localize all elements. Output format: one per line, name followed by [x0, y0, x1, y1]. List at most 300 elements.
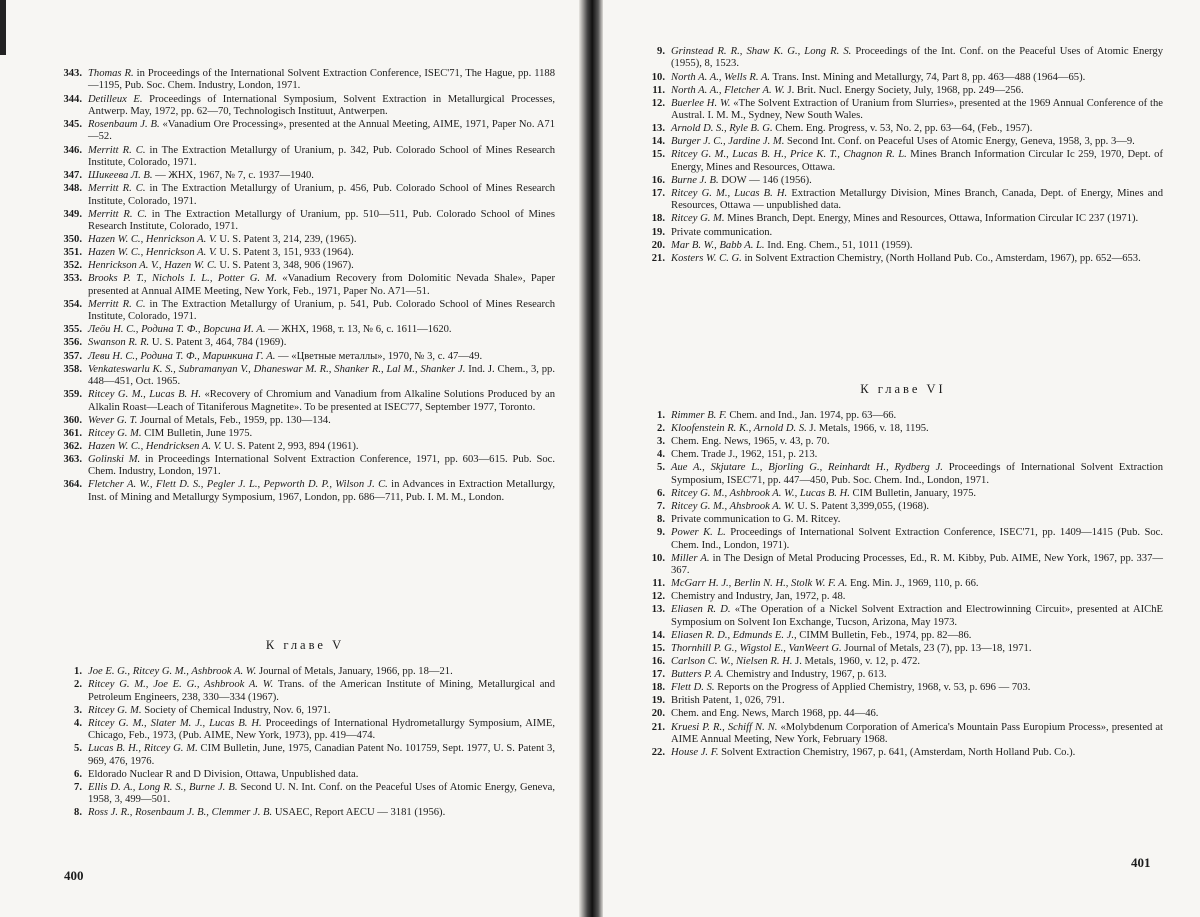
reference-number: 12. — [651, 591, 665, 603]
reference-authors: Grinstead R. R., Shaw K. G., Long R. S. — [671, 46, 852, 57]
reference-number: 16. — [651, 174, 665, 186]
reference-citation: CIM Bulletin, June 1975. — [141, 427, 253, 439]
reference-authors: Thornhill P. G., Wigstol E., VanWeert G. — [671, 642, 842, 654]
reference-text — [671, 643, 1163, 655]
reference-number: 362. — [63, 440, 82, 452]
reference-citation: CIM Bulletin, June, 1975, Canadian Patent No. 101759, Sept. 1977, U. S. Patent 3, 969, 476, 1976. — [88, 743, 555, 767]
reference-entry — [643, 449, 1163, 461]
reference-entry — [60, 324, 555, 336]
reference-authors: Arnold D. S., Ryle B. G. — [671, 123, 773, 135]
reference-entry — [60, 234, 555, 246]
reference-citation: Second Int. Conf. on Peaceful Uses of Atomic Energy, Geneva, 1958, 3, pp. 3—9. — [784, 136, 1135, 148]
reference-text — [671, 227, 1163, 239]
reference-number: 346. — [63, 144, 82, 156]
reference-text — [88, 415, 555, 427]
reference-authors: Henrickson A. V., Hazen W. C. — [88, 260, 217, 272]
reference-number: 10. — [651, 71, 665, 83]
reference-entry — [643, 85, 1163, 97]
reference-number: 5. — [74, 743, 82, 755]
reference-text — [88, 119, 555, 144]
reference-citation: British Patent, 1, 026, 791. — [671, 695, 785, 707]
reference-citation: «Recovery of Chromium and Vanadium from Alkaline Solutions Produced by an Alkalin Roast—Leach of Titaniferous Magnetite». To be presented at ISEC'77, September 1977, Toronto. — [88, 389, 555, 413]
reference-entry — [60, 364, 555, 389]
reference-text — [88, 94, 555, 119]
reference-number: 21. — [651, 721, 665, 733]
reference-text — [88, 183, 555, 208]
reference-number: 358. — [63, 363, 82, 375]
reference-entry — [60, 807, 555, 819]
reference-citation: in Advances in Extraction Metallurgy, Inst. of Mining and Metallurgy Symposium, 1967, London, pp. 686—711, Pub. I. M. M., London. — [88, 479, 556, 503]
reference-citation: U. S. Patent 3,399,055, (1968). — [794, 500, 930, 512]
reference-entry — [60, 428, 555, 440]
reference-text — [671, 527, 1163, 552]
reference-citation: DOW — 146 (1956). — [718, 174, 812, 186]
reference-citation: USAEC, Report AECU — 3181 (1956). — [272, 807, 446, 819]
reference-entry — [60, 718, 555, 743]
reference-authors: Aue A., Skjutare L., Bjorling G., Reinhardt H., Rydberg J. — [671, 462, 943, 474]
reference-text — [671, 410, 1163, 422]
reference-citation: Proceedings of International Solvent Extraction Conference, ISEC'71, pp. 1409—1415 (Pub. Soc. Chem. Ind., London, 1971). — [671, 527, 1164, 551]
reference-number: 357. — [63, 350, 82, 362]
reference-entry — [60, 273, 555, 298]
reference-text — [88, 389, 555, 414]
reference-authors: Rosenbaum J. B. — [88, 119, 160, 130]
reference-citation: Journal of Metals, 23 (7), pp. 13—18, 1971. — [841, 642, 1032, 654]
reference-authors: Hazen W. C., Henrickson A. V. — [88, 247, 217, 259]
reference-authors: Ritcey G. M., Ashbrook A. W., Lucas B. H. — [671, 487, 850, 499]
reference-entry — [643, 123, 1163, 135]
reference-entry — [60, 479, 555, 504]
reference-number: 18. — [651, 682, 665, 694]
reference-authors: Thomas R. — [88, 68, 134, 79]
reference-entry — [60, 183, 555, 208]
reference-number: 9. — [657, 527, 665, 539]
reference-number: 19. — [651, 695, 665, 707]
reference-authors: Burne J. B. — [671, 174, 719, 186]
reference-citation: Private communication to G. M. Ritcey. — [671, 514, 841, 526]
reference-citation: in The Design of Metal Producing Processes, Ed., R. M. Kibby, Pub. AIME, New York, 1967, pp. 337—367. — [671, 552, 1163, 577]
reference-text — [671, 630, 1163, 642]
reference-authors: Detilleux E. — [88, 93, 143, 105]
reference-text — [671, 695, 1163, 707]
reference-citation: Second U. N. Int. Conf. on the Peaceful Uses of Atomic Energy, Geneva, 1958, 3, 499—501. — [88, 781, 555, 806]
reference-number: 21. — [651, 252, 665, 264]
reference-number: 11. — [652, 578, 665, 590]
reference-authors: Power K. L. — [671, 527, 726, 539]
reference-text — [671, 72, 1163, 84]
reference-number: 8. — [657, 514, 665, 526]
reference-citation: Proceedings of the Int. Conf. on the Peaceful Uses of Atomic Energy (1955), 8, 1523. — [671, 46, 1163, 70]
reference-citation: CIMM Bulletin, Feb., 1974, pp. 82—86. — [796, 629, 972, 641]
reference-number: 353. — [63, 273, 82, 285]
reference-citation: U. S. Patent 3, 464, 784 (1969). — [149, 337, 287, 349]
reference-entry — [60, 769, 555, 781]
reference-authors: Леöи Н. С., Родина Т. Ф., Ворсина И. А. — [88, 324, 266, 336]
reference-text — [88, 145, 555, 170]
reference-number: 348. — [63, 183, 82, 195]
reference-text — [671, 591, 1163, 603]
reference-text — [671, 123, 1163, 135]
reference-text — [88, 705, 555, 717]
reference-citation: U. S. Patent 2, 993, 894 (1961). — [221, 440, 359, 452]
reference-citation: Chemistry and Industry, Jan, 1972, p. 48. — [671, 591, 846, 603]
reference-number: 8. — [74, 807, 82, 819]
reference-number: 17. — [651, 187, 665, 199]
reference-entry — [643, 213, 1163, 225]
page-number-right: 401 — [1131, 855, 1151, 870]
reference-entry — [60, 170, 555, 182]
book-spine-shadow — [579, 0, 603, 917]
reference-entry — [643, 656, 1163, 668]
reference-entry — [643, 46, 1163, 71]
reference-text — [88, 337, 555, 349]
reference-text — [671, 462, 1163, 487]
reference-text — [88, 807, 555, 819]
reference-authors: Lucas B. H., Ritcey G. M. — [88, 743, 198, 755]
reference-entry — [60, 441, 555, 453]
reference-number: 12. — [651, 97, 665, 109]
reference-entry — [60, 679, 555, 704]
reference-text — [88, 743, 555, 768]
reference-text — [88, 479, 555, 504]
reference-authors: Kruesi P. R., Schiff N. N. — [671, 721, 778, 733]
reference-number: 1. — [74, 666, 82, 677]
reference-entry — [643, 527, 1163, 552]
reference-number: 356. — [63, 337, 82, 349]
reference-number: 363. — [63, 453, 82, 465]
reference-citation: U. S. Patent 3, 151, 933 (1964). — [216, 247, 354, 259]
reference-citation: Trans. Inst. Mining and Metallurgy, 74, Part 8, pp. 463—488 (1964—65). — [770, 71, 1086, 83]
reference-authors: Eliasen R. D. — [671, 604, 731, 616]
reference-text — [88, 68, 555, 93]
reference-text — [671, 175, 1163, 187]
reference-text — [88, 364, 555, 389]
reference-entry — [643, 436, 1163, 448]
reference-entry — [643, 253, 1163, 265]
reference-authors: Ritcey G. M., Joe E. G., Ashbrook A. W. — [88, 679, 274, 691]
reference-entry — [643, 695, 1163, 707]
reference-citation: Chem. Eng. Progress, v. 53, No. 2, pp. 63—64, (Feb., 1957). — [772, 123, 1033, 135]
reference-citation: Proceedings of International Hydrometallurgy Symposium, AIME, Chicago, Feb., 1973, (Pub. AIME, New York, 1973), pp. 419—474. — [88, 717, 556, 742]
reference-citation: CIM Bulletin, January, 1975. — [849, 487, 977, 499]
reference-number: 344. — [63, 93, 82, 105]
reference-text — [671, 708, 1163, 720]
reference-authors: Ellis D. A., Long R. S., Burne J. B. — [88, 781, 238, 793]
reference-citation: «The Solvent Extraction of Uranium from Slurries», presented at the 1969 Annual Conference of the Austral. I. M. M., Sydney, New South Wales. — [671, 97, 1163, 122]
reference-entry — [60, 351, 555, 363]
reference-entry — [643, 188, 1163, 213]
reference-citation: in Proceedings of the International Solvent Extraction Conference, ISEC'71, The Hague, pp. 1188—1195, Pub. Soc. Chem. Industry, London, 1971. — [88, 68, 555, 92]
reference-citation: U. S. Patent 3, 348, 906 (1967). — [216, 260, 354, 272]
reference-citation: U. S. Patent 3, 214, 239, (1965). — [216, 234, 357, 246]
reference-entry — [643, 747, 1163, 759]
reference-entry — [643, 514, 1163, 526]
reference-citation: Proceedings of International Symposium, Solvent Extraction in Metallurgical Processes, Antwerp. May, 1972, pp. 62—70, Technologisch Instituut, Antwerpen. — [88, 93, 555, 117]
reference-text — [671, 423, 1163, 435]
reference-authors: Ritcey G. M., Lucas B. H., Price K. T., Chagnon R. L. — [671, 149, 907, 161]
reference-entry — [60, 68, 555, 93]
reference-text — [671, 85, 1163, 97]
reference-text — [671, 747, 1163, 759]
reference-citation: Solvent Extraction Chemistry, 1967, p. 641, (Amsterdam, North Holland Pub. Co.). — [718, 747, 1076, 758]
reference-authors: Ritcey G. M. — [88, 704, 142, 716]
reference-number: 343. — [63, 68, 82, 79]
reference-text — [671, 501, 1163, 513]
reference-number: 22. — [651, 747, 665, 758]
reference-number: 5. — [657, 462, 665, 474]
reference-entry — [60, 782, 555, 807]
reference-number: 351. — [63, 247, 82, 259]
reference-citation: «Vanadium Ore Processing», presented at the Annual Meeting, AIME, 1971, Paper No. A71—52. — [88, 119, 555, 143]
reference-authors: Eliasen R. D., Edmunds E. J., — [671, 629, 797, 641]
reference-citation: Eldorado Nuclear R and D Division, Ottawa, Unpublished data. — [88, 768, 359, 780]
reference-entry — [60, 119, 555, 144]
reference-authors: Swanson R. R. — [88, 337, 150, 349]
reference-citation: Private communication. — [671, 226, 773, 238]
reference-citation: J. Metals, 1966, v. 18, 1195. — [806, 423, 929, 435]
reference-entry — [60, 389, 555, 414]
reference-authors: Rimmer B. F. — [671, 410, 727, 421]
reference-entry — [643, 708, 1163, 720]
reference-authors: Merritt R. C. — [88, 183, 146, 195]
chapter-5-reference-list — [60, 666, 555, 820]
reference-citation: Extraction Metallurgy Division, Mines Branch, Canada, Dept. of Energy, Mines and Resources, Ottawa — unpublished data. — [671, 187, 1164, 212]
reference-citation: Mines Branch, Dept. Energy, Mines and Resources, Ottawa, Information Circular IC 237 (1971). — [724, 213, 1139, 225]
reference-number: 359. — [63, 389, 82, 401]
reference-entry — [60, 743, 555, 768]
reference-citation: Journal of Metals, Feb., 1959, pp. 130—134. — [137, 414, 331, 426]
reference-citation: Proceedings of International Solvent Extraction Symposium, ISEC'71, pp. 447—450, Pub. Soc. Chem. Ind., London, 1971. — [671, 462, 1163, 486]
reference-citation: in Solvent Extraction Chemistry, (North Holland Pub. Co., Amsterdam, 1967), pp. 652—653. — [741, 252, 1141, 264]
reference-number: 16. — [651, 656, 665, 668]
reference-authors: Леви Н. С., Родина Т. Ф., Маринкина Г. А. — [88, 350, 276, 362]
reference-citation: Chem. and Ind., Jan. 1974, pp. 63—66. — [726, 410, 897, 421]
reference-number: 345. — [63, 119, 82, 130]
reference-entry — [643, 462, 1163, 487]
reference-citation: Chem. and Eng. News, March 1968, pp. 44—46. — [671, 708, 879, 720]
reference-citation: in Proceedings International Solvent Extraction Conference, 1971, pp. 603—615. Pub. Soc. Chem. Industry, London, 1971. — [88, 453, 555, 478]
reference-authors: House J. F. — [671, 747, 719, 758]
reference-text — [88, 324, 555, 336]
reference-entry — [643, 98, 1163, 123]
reference-citation: — ЖНХ, 1968, т. 13, № 6, с. 1611—1620. — [265, 324, 452, 336]
reference-entry — [60, 260, 555, 272]
reference-authors: Burger J. C., Jardine J. M. — [671, 136, 785, 148]
reference-text — [671, 240, 1163, 252]
reference-authors: Buerlee H. W. — [671, 97, 731, 109]
reference-text — [671, 514, 1163, 526]
reference-citation: «Molybdenum Corporation of America's Mountain Pass Europium Process», presented at AIME Annual Meeting, New York, February 1968. — [671, 721, 1163, 745]
reference-authors: Fletcher A. W., Flett D. S., Pegler J. L., Pepworth D. P., Wilson J. C. — [88, 479, 388, 491]
reference-number: 6. — [74, 768, 82, 780]
reference-authors: North A. A., Wells R. A. — [671, 71, 771, 83]
reference-text — [671, 488, 1163, 500]
reference-number: 350. — [63, 234, 82, 246]
left-page — [0, 0, 579, 917]
reference-entry — [60, 454, 555, 479]
reference-entry — [643, 604, 1163, 629]
page-number-left: 400 — [64, 868, 84, 883]
reference-entry — [643, 149, 1163, 174]
reference-citation: Ind. Eng. Chem., 51, 1011 (1959). — [764, 239, 913, 251]
reference-text — [671, 449, 1163, 461]
reference-entry — [60, 705, 555, 717]
reference-number: 347. — [63, 170, 82, 181]
reference-number: 360. — [63, 414, 82, 426]
reference-number: 7. — [657, 500, 665, 512]
reference-number: 364. — [63, 479, 82, 491]
reference-citation: in The Extraction Metallurgy of Uranium, p. 456, Pub. Colorado School of Mines Research Institute, Colorado, 1971. — [88, 183, 555, 207]
reference-entry — [60, 299, 555, 324]
reference-authors: Kosters W. C. G. — [671, 252, 742, 264]
reference-citation: Mines Branch Information Circular Ic 259, 1970, Dept. of Energy, Mines and Resources, Ottawa. — [671, 149, 1163, 173]
reference-number: 17. — [651, 669, 665, 681]
reference-citation: Chem. Eng. News, 1965, v. 43, p. 70. — [671, 436, 830, 448]
reference-text — [671, 722, 1163, 747]
reference-number: 3. — [657, 436, 665, 448]
reference-text — [671, 46, 1163, 71]
reference-authors: Hazen W. C., Henrickson A. V. — [88, 234, 217, 246]
reference-text — [88, 209, 555, 234]
reference-entry — [60, 145, 555, 170]
reference-number: 19. — [651, 226, 665, 238]
reference-citation: J. Metals, 1960, v. 12, p. 472. — [792, 656, 921, 668]
reference-text — [671, 578, 1163, 590]
reference-citation: Society of Chemical Industry, Nov. 6, 1971. — [141, 704, 331, 716]
reference-citation: Chem. Trade J., 1962, 151, p. 213. — [671, 449, 818, 461]
reference-text — [88, 299, 555, 324]
reference-text — [88, 769, 555, 781]
reference-number: 15. — [651, 149, 665, 161]
reference-number: 14. — [651, 629, 665, 641]
reference-number: 6. — [657, 487, 665, 499]
reference-number: 13. — [651, 123, 665, 135]
reference-number: 355. — [63, 324, 82, 336]
reference-citation: in The Extraction Metallurgy of Uranium, pp. 510—511, Pub. Colorado School of Mines Research Institute, Colorado, 1971. — [88, 208, 555, 232]
reference-entry — [643, 423, 1163, 435]
reference-entry — [60, 209, 555, 234]
reference-authors: Kloofenstein R. K., Arnold D. S. — [671, 423, 807, 435]
reference-citation: J. Brit. Nucl. Energy Society, July, 1968, pp. 249—256. — [784, 84, 1024, 96]
reference-authors: Merritt R. C. — [88, 144, 146, 156]
reference-text — [671, 669, 1163, 681]
reference-entry — [643, 669, 1163, 681]
reference-number: 4. — [657, 449, 665, 461]
reference-citation: in The Extraction Metallurgy of Uranium, p. 541, Pub. Colorado School of Mines Research Institute, Colorado, 1971. — [88, 298, 555, 323]
reference-entry — [60, 415, 555, 427]
reference-entry — [60, 666, 555, 678]
reference-text — [88, 679, 555, 704]
reference-authors: Ritcey G. M., Lucas B. H. — [88, 389, 201, 401]
reference-text — [88, 273, 555, 298]
reference-text — [88, 170, 555, 182]
chapter-6-reference-list — [643, 410, 1163, 760]
reference-text — [88, 351, 555, 363]
reference-text — [88, 454, 555, 479]
reference-text — [671, 436, 1163, 448]
reference-citation: in The Extraction Metallurgy of Uranium, p. 342, Pub. Colorado School of Mines Research Institute, Colorado, 1971. — [88, 144, 555, 168]
reference-number: 20. — [651, 239, 665, 251]
reference-authors: McGarr H. J., Berlin N. H., Stolk W. F. A. — [671, 578, 848, 590]
reference-number: 352. — [63, 260, 82, 272]
reference-authors: Wever G. T. — [88, 414, 138, 426]
reference-number: 3. — [74, 704, 82, 716]
reference-authors: Mar B. W., Babb A. L. — [671, 239, 765, 251]
reference-number: 361. — [63, 427, 82, 439]
reference-text — [88, 666, 555, 678]
reference-text — [671, 213, 1163, 225]
reference-authors: Шикеева Л. В. — [88, 170, 153, 181]
reference-entry — [60, 337, 555, 349]
reference-authors: Ritcey G. M. — [671, 213, 725, 225]
reference-authors: Carlson C. W., Nielsen R. H. — [671, 656, 793, 668]
reference-authors: Merritt R. C. — [88, 298, 146, 310]
reference-authors: Ritcey G. M., Lucas B. H. — [671, 187, 788, 199]
reference-text — [88, 247, 555, 259]
reference-citation: Trans. of the American Institute of Mining, Metallurgical and Petroleum Engineers, 238, 330—334 (1967). — [88, 679, 556, 703]
reference-text — [88, 782, 555, 807]
reference-entry — [643, 227, 1163, 239]
reference-entry — [643, 410, 1163, 422]
reference-number: 20. — [651, 708, 665, 720]
reference-authors: Golinski M. — [88, 453, 141, 465]
reference-authors: Hazen W. C., Hendricksen A. V. — [88, 440, 222, 452]
reference-entry — [643, 553, 1163, 578]
reference-authors: Ritcey G. M., Slater M. J., Lucas B. H. — [88, 717, 262, 729]
reference-citation: — ЖНХ, 1967, № 7, с. 1937—1940. — [152, 170, 314, 181]
reference-entry — [60, 94, 555, 119]
chapter-5-reference-list-continued — [643, 46, 1163, 266]
reference-number: 1. — [657, 410, 665, 421]
reference-authors: Flett D. S. — [671, 682, 715, 694]
reference-number: 9. — [657, 46, 665, 57]
reference-text — [671, 149, 1163, 174]
reference-authors: Ritcey G. M., Ahsbrook A. W. — [671, 500, 795, 512]
reference-entry — [60, 247, 555, 259]
reference-text — [88, 260, 555, 272]
reference-citation: «Vanadium Recovery from Dolomitic Nevada Shale», Paper presented at Annual AIME Meeting, New York, Feb., 1971, Paper No. A71—51. — [88, 273, 555, 297]
reference-authors: Venkateswarlu K. S., Subramanyan V., Dhaneswar M. R., Shanker R., Lal M., Shanker J. — [88, 363, 466, 375]
reference-entry — [643, 488, 1163, 500]
reference-authors: North A. A., Fletcher A. W. — [671, 84, 785, 96]
reference-citation: Eng. Min. J., 1969, 110, p. 66. — [847, 578, 979, 590]
reference-authors: Merritt R. C. — [88, 208, 147, 220]
reference-citation: «The Operation of a Nickel Solvent Extraction and Electrowinning Circuit», presented at AIChE Symposium on Solvent Ion Exchange, Tucson, Arizona, May 1973. — [671, 604, 1164, 628]
reference-text — [88, 234, 555, 246]
reference-authors: Miller A. — [671, 552, 710, 564]
reference-entry — [643, 630, 1163, 642]
reference-text — [671, 98, 1163, 123]
reference-citation: Ind. J. Chem., 3, pp. 448—451, Oct. 1965. — [88, 363, 556, 388]
reference-citation: Reports on the Progress of Applied Chemistry, 1968, v. 53, p. 696 — 703. — [714, 682, 1031, 694]
reference-authors: Ritcey G. M. — [88, 427, 142, 439]
reference-text — [671, 253, 1163, 265]
reference-citation: — «Цветные металлы», 1970, № 3, с. 47—49. — [275, 350, 483, 362]
reference-entry — [643, 72, 1163, 84]
reference-number: 2. — [657, 423, 665, 435]
reference-number: 354. — [63, 298, 82, 310]
reference-text — [671, 604, 1163, 629]
reference-text — [88, 441, 555, 453]
reference-number: 13. — [651, 604, 665, 616]
reference-number: 4. — [74, 717, 82, 729]
reference-citation: Chemistry and Industry, 1967, p. 613. — [723, 669, 887, 681]
reference-authors: Joe E. G., Ritcey G. M., Ashbrook A. W. — [88, 666, 257, 677]
reference-text — [671, 553, 1163, 578]
reference-entry — [643, 240, 1163, 252]
reference-number: 14. — [651, 136, 665, 148]
reference-entry — [643, 578, 1163, 590]
